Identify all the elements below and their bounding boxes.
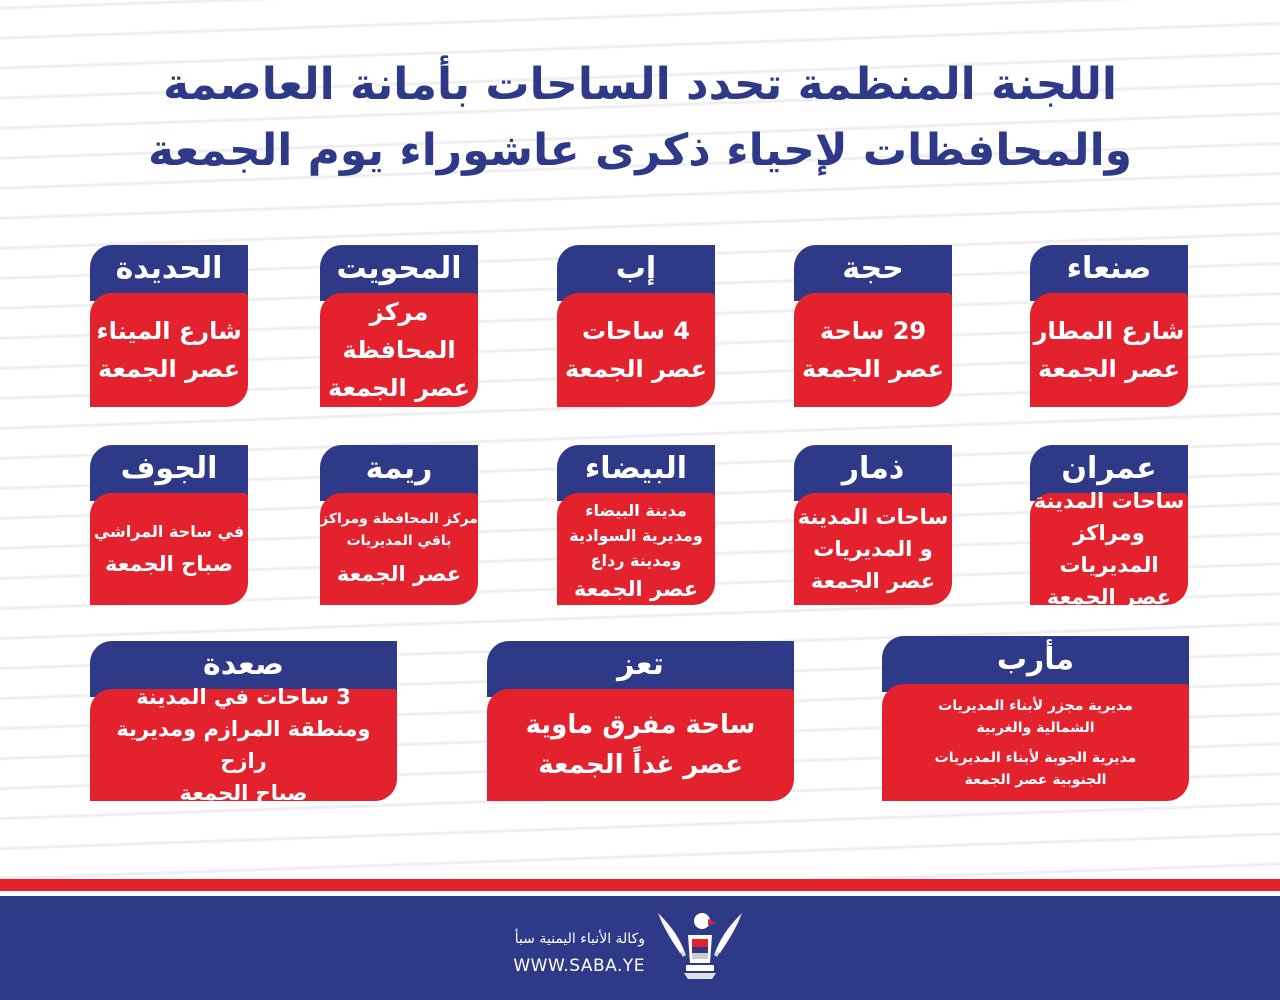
card-line: مركز المحافظة ومراكز: [320, 511, 478, 527]
card-body: [794, 493, 952, 605]
card-line: ساحات المدينة: [1033, 489, 1185, 513]
card-line: ساحة مفرق ماوية: [525, 710, 756, 740]
card-amran: [1030, 445, 1188, 609]
card-mahwit: [320, 245, 478, 407]
governorate-name: حجة: [842, 251, 904, 286]
card-dhamar: [794, 445, 952, 605]
card-line: شارع الميناء: [96, 317, 242, 345]
agency-name: وكالة الأنباء اليمنية سبأ: [514, 931, 645, 947]
card-body: [90, 685, 397, 805]
governorate-name: ريمة: [365, 451, 433, 486]
card-body: [1030, 489, 1188, 609]
card-line: صباح الجمعة: [104, 551, 234, 576]
card-body: [487, 689, 794, 801]
website-link[interactable]: WWW.SABA.YE: [513, 956, 645, 976]
saba-eagle-logo-icon: [650, 905, 750, 985]
governorate-name: الجوف: [120, 451, 218, 486]
card-body: [1030, 293, 1188, 407]
title-line-2: والمحافظات لإحياء ذكرى عاشوراء يوم الجمعة: [147, 125, 1133, 176]
card-line: ساحات المدينة: [797, 505, 949, 529]
card-body: [882, 684, 1189, 801]
card-line: الجنوبية عصر الجمعة: [964, 771, 1107, 788]
card-jawf: [90, 445, 248, 605]
card-line: عصر الجمعة: [1037, 355, 1181, 383]
card-line: صباح الجمعة: [179, 781, 308, 805]
card-line: ومديرية السوادية: [569, 525, 703, 545]
card-line: 29 ساحة: [819, 317, 927, 345]
card-body: [90, 293, 248, 407]
card-line: ومنطقة المرازم ومديرية رازح: [116, 717, 371, 773]
governorate-name: الحديدة: [115, 251, 223, 286]
governorate-name: تعز: [617, 647, 664, 682]
card-ibb: [557, 245, 715, 407]
card-line: مديرية مجزر لأبناء المديريات: [938, 697, 1133, 714]
card-marib: [882, 636, 1189, 801]
card-line: باقي المديريات: [346, 533, 452, 549]
card-line: عصر الجمعة: [1046, 585, 1172, 609]
footer-red-stripe: [0, 879, 1280, 891]
card-line: الشمالية والغربية: [976, 719, 1095, 736]
governorate-name: مأرب: [996, 642, 1075, 677]
card-saada: [90, 641, 397, 805]
card-body: [557, 293, 715, 407]
card-line: عصر الجمعة: [564, 355, 708, 383]
card-body: [557, 493, 715, 605]
card-line: ومدينة رداع: [590, 550, 682, 570]
card-line: و المديريات: [813, 537, 933, 561]
card-line: مديرية الجوبة لأبناء المديريات: [934, 749, 1137, 766]
card-line: في ساحة المراشي: [93, 521, 245, 541]
governorate-name: البيضاء: [584, 451, 688, 486]
title-line-1: اللجنة المنظمة تحدد الساحات بأمانة العاصمة: [163, 59, 1117, 110]
card-hajjah: [794, 245, 952, 407]
card-line: مركز المحافظة: [342, 298, 456, 364]
card-line: ومراكز المديريات: [1059, 521, 1159, 577]
card-raymah: [320, 445, 478, 605]
governorate-name: عمران: [1061, 451, 1157, 486]
card-taiz: [487, 641, 794, 801]
card-body: [320, 293, 478, 407]
card-line: عصر الجمعة: [810, 569, 936, 593]
card-line: عصر غداً الجمعة: [538, 750, 743, 780]
card-line: عصر الجمعة: [573, 576, 699, 601]
card-line: عصر الجمعة: [801, 355, 945, 383]
card-body: [90, 493, 248, 605]
card-line: عصر الجمعة: [327, 374, 471, 402]
card-line: 3 ساحات في المدينة: [136, 685, 351, 709]
card-line: 4 ساحات: [581, 317, 691, 345]
card-hodeidah: [90, 245, 248, 407]
governorate-name: المحويت: [336, 251, 462, 286]
card-body: [320, 493, 478, 605]
governorate-name: إب: [615, 251, 657, 286]
page-title: [120, 52, 1160, 184]
governorate-name: صعدة: [203, 647, 284, 682]
governorate-name: صنعاء: [1066, 251, 1152, 286]
card-line: عصر الجمعة: [336, 562, 462, 586]
governorate-name: ذمار: [841, 451, 905, 486]
card-sanaa: [1030, 245, 1188, 407]
card-bayda: [557, 445, 715, 605]
card-line: عصر الجمعة: [97, 355, 241, 383]
card-body: [794, 293, 952, 407]
card-line: مدينة البيضاء: [585, 500, 687, 520]
card-line: شارع المطار: [1033, 317, 1185, 345]
footer-bar: [0, 896, 1280, 1000]
